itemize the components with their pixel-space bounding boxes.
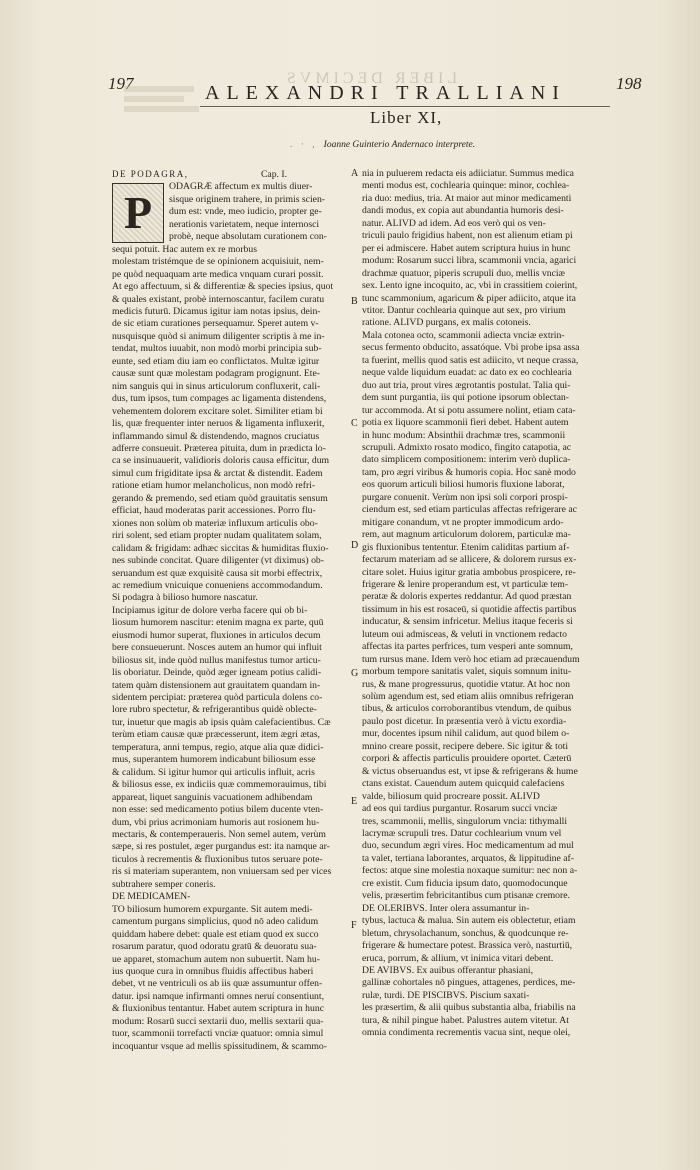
text-line: terùm etiam causæ quæ præcesserunt, item ægri ætas, — [112, 729, 320, 741]
text-line: mus, superantem humorem indicabunt biliosum esse — [112, 754, 316, 766]
text-line: DE AVIBVS. Ex auibus offerantur phasiani, — [362, 965, 534, 976]
text-line: mitigare conandum, vt ne propter immodicum ardo- — [362, 516, 564, 528]
page-number-right: 198 — [616, 74, 642, 93]
margin-letter-f: F — [351, 920, 357, 931]
text-line: ratione. ALIVD purgans, ex malis cotoneis. — [362, 317, 531, 329]
text-line: ODAGRÆ affectum ex multis diuer- — [169, 181, 313, 193]
chapter-title: DE PODAGRA, — [112, 169, 189, 179]
text-line: ctans existat. Cauendum autem quicquid calefaciens — [362, 778, 565, 790]
text-line: de sic etiam curationes persequamur. Speret autem v- — [112, 318, 319, 330]
initial-letter: P — [113, 184, 163, 242]
text-line: eunte, sed etiam diu iam eo conflictatos. Multæ igitur — [112, 355, 320, 367]
text-line: lis oboriatur. Deinde, quòd æger igneam potius calidi- — [112, 667, 322, 679]
text-line: & calidum. Si igitur humor qui articulis influit, acris — [112, 766, 315, 778]
text-line: nes subinde concitat. Quare diligenter (vt diximus) ob- — [112, 555, 324, 567]
text-line: valde, biliosum quid procreare possit. ALIVD — [362, 790, 540, 802]
text-line: corpori & affectis particulis prouidere oportet. Cæterū — [362, 753, 572, 765]
text-line: peratæ & doloris expertes reddantur. Ad quod præstan — [362, 591, 572, 603]
text-line: & fluxionibus tentantur. Habet autem scriptura in hunc — [112, 1003, 324, 1015]
text-line: tunc scammonium, agaricum & piper adiicito, atque ita — [362, 292, 576, 304]
text-line: camentum purgans simplicius, quod nō adeo calidum — [112, 916, 319, 928]
page-header — [0, 62, 700, 162]
text-line: seruandum est quæ exquisitè causa sit morbi effectrix, — [112, 567, 323, 579]
chapter-heading — [112, 168, 370, 181]
text-line: scrupuli. Admixto rosato modico, fingito catapotia, ac — [362, 441, 572, 453]
text-line: medicis futurū. Dicamus igitur iam notas ipsius, dein- — [112, 305, 321, 317]
text-line: probè, neque absolutam curationem con- — [169, 231, 327, 243]
text-line: adferre consueuit. Præterea pituita, dum in prædicta lo- — [112, 442, 326, 454]
text-line: cre existit. Cum fiducia ipsum dato, quomodocunque — [362, 877, 568, 889]
text-line: morbum tempore sanitatis valet, siquis somnum initu- — [362, 666, 572, 678]
text-line: rus, & mane progressurus, quotidie vtatur. At hoc non — [362, 678, 570, 690]
text-line: per ei admiscere. Habet autem scriptura huius in hunc — [362, 242, 571, 254]
margin-letter-e: E — [351, 796, 358, 807]
bleed-through-notes — [124, 82, 204, 122]
left-column-text — [112, 181, 370, 1053]
text-line: tura, & nihil pingue habet. Palustres autem vitetur. At — [362, 1014, 569, 1026]
text-line: ticulos à recrementis & fluxionibus tutos seruare pote- — [112, 853, 323, 865]
text-line: Incipiamus igitur de dolore verba facere qui ob bi- — [112, 604, 308, 616]
text-line: rem, aut magnum articulorum dolorem, particulæ ma- — [362, 529, 571, 541]
text-line: velis, præsertim febricitantibus cum ptisanæ cremore. — [362, 890, 570, 902]
text-line: riri solent, sed etiam propter nudam qualitatem solam, — [112, 530, 322, 542]
text-line: affectas ita partes perfrices, tum vesperi ante somnum, — [362, 641, 573, 653]
text-line: sæpe, si res postulet, æger purgandus est: ita namque ar- — [112, 841, 330, 853]
text-line: tres, scammonii, mellis, singulorum vncia: tithymalli — [362, 815, 568, 827]
text-line: gerando & premendo, sed etiam quòd grauitatis sensum — [112, 492, 328, 504]
text-line: modum: Rosarū succi sextarii duo, mellis sextarii qua- — [112, 1015, 324, 1027]
text-line: fectarum materiam ad se allicere, & dolorem rursus ex- — [362, 554, 577, 566]
text-line: subtrahere semper coneris. — [112, 878, 216, 890]
text-line: xiones non solùm ob materiæ influxum articulis obo- — [112, 517, 318, 529]
text-line: sex. Lento igne incoquito, ac, vbi in crassitiem coierint, — [362, 280, 578, 292]
text-line: vehementem dolorem excitare solet. Similiter etiam bi — [112, 405, 323, 417]
text-line: dato simplicem compositionem: interim verò duplica- — [362, 454, 571, 466]
text-line: ciendum est, sed etiam particulas affectas refrigerare ac — [362, 504, 577, 516]
text-line: tur accommoda. At si potu assumere nolint, etiam cata- — [362, 404, 576, 416]
text-line: lacrymæ scrupuli tres. Datur cochlearium vnum vel — [362, 828, 562, 840]
text-line: eiusmodi humor superat, fluxiones in articulos decum — [112, 629, 321, 641]
text-line: purgare conuenit. Verùm non ipsi soli corpori prospi- — [362, 491, 568, 503]
text-line: Mala cotonea octo, scammonii adiecta vnciæ extrin- — [362, 329, 565, 341]
text-line: DE MEDICAMEN- — [112, 891, 191, 903]
right-column — [362, 168, 624, 1040]
text-line: simul cum frigiditate ipsa & arctat & distendit. Eadem — [112, 467, 323, 479]
text-line: lore rubro spectetur, & refrigerantibus quidè oblecte- — [112, 704, 317, 716]
text-line: gis fluxionibus tententur. Etenim caliditas partium af- — [362, 541, 570, 553]
text-line: molestam tristémque de se opinionem acquisiuit, nem- — [112, 256, 324, 268]
text-line: & quales existant, probè internoscantur, facilem curatu — [112, 293, 325, 305]
text-line: gallinæ cohortales nō pingues, attagenes, perdices, me- — [362, 977, 576, 989]
text-line: eruca, porrum, & allium, vt inimica vitari debent. — [362, 952, 554, 964]
text-line: triculi paulo frigidius habent, non est alienum etiam pi — [362, 230, 573, 242]
text-line: dandi modus, ex copia aut abundantia humoris desi- — [362, 205, 564, 217]
text-line: luteum oui admisceas, & veluti in vnctionem redacto — [362, 628, 567, 640]
text-line: dum est: vnde, meo iudicio, propter ge- — [169, 206, 322, 218]
ornament-dots: . · , — [290, 140, 318, 150]
text-line: tatem quàm distensionem aut grauitatem quandam in- — [112, 679, 321, 691]
text-line: tum rursus mane. Idem verò hoc etiam ad præcauendum — [362, 653, 580, 665]
text-line: menti modus est, cochlearia quinque: minor, cochlea- — [362, 180, 570, 192]
text-line: dus, tum ipsos, tum compages ac ligamenta distendens, — [112, 393, 327, 405]
text-line: dem sunt purgantia, iis qui potione ipsorum oblectan- — [362, 392, 569, 404]
text-line: eos quorum articuli biliosi humoris fluxione laborat, — [362, 479, 565, 491]
text-line: tendat, multos iuuabit, non modò morbi principia sub- — [112, 343, 322, 355]
margin-letter-b: B — [351, 296, 358, 307]
text-line: nia in puluerem redacta eis adiiciatur. Summus medica — [362, 168, 574, 179]
text-line: frigerare & lenire properandum est, vt particulæ tem- — [362, 578, 569, 590]
text-line: calidam & frigidam: adhæc siccitas & humiditas fluxio- — [112, 542, 329, 554]
text-line: secus fermento obducito, assatóque. Vbi probe ipsa assa — [362, 342, 580, 354]
text-line: paulo post dicetur. In præsentia verò à victu exordia- — [362, 715, 567, 727]
chapter-number: Cap. I. — [260, 169, 288, 180]
margin-letter-g: G — [351, 668, 359, 679]
text-line: tissimum in his est rosaceū, si quotidie affectis partibus — [362, 603, 577, 615]
book-number: Liber XI, — [370, 108, 443, 127]
text-line: ius quoque cura in omnibus fluidis affectibus haberi — [112, 966, 314, 977]
text-line: TO biliosum humorem expurgante. Sit autem medi- — [112, 903, 313, 915]
text-line: neque valde liquidum euadat: ac dato ex eo cochlearia — [362, 367, 572, 379]
text-line: lis, quæ frequenter inter neruos & ligamenta influxerit, — [112, 418, 325, 430]
text-line: temperatura, anni tempus, regio, atque alia quæ didici- — [112, 741, 324, 753]
text-line: bere consueuerunt. Nosces autem an humor qui influit — [112, 642, 322, 654]
margin-letter-d: D — [351, 540, 359, 551]
text-line: efficiat, haud moderatas parit accessiones. Porro flu- — [112, 505, 316, 517]
text-line: ca se insinuauerit, validioris doloris causa efficitur, dum — [112, 455, 330, 467]
text-line: mnino creare possit, recipere debere. Sic igitur & toti — [362, 740, 569, 752]
text-line: debet, vt ne ventriculi os ab iis quæ assumuntur offen- — [112, 978, 323, 990]
text-line: Si podagra à bilioso humore nascatur. — [112, 592, 258, 604]
text-line: datur. ipsi namque infirmanti omnes neruí consentiunt, — [112, 990, 325, 1002]
text-line: rulæ, turdi. DE PISCIBVS. Piscium saxati- — [362, 989, 530, 1001]
text-line: causæ sunt quæ molestam podagram progignunt. Ete- — [112, 368, 320, 380]
text-line: & biliosus esse, ex indiciis quæ commemorauimus, tibi — [112, 779, 327, 791]
text-line: omnia condimenta recrementis vacua sint, neque olei, — [362, 1027, 571, 1039]
text-line: ratione etiam humor melancholicus, non modò refri- — [112, 480, 316, 492]
text-line: inflammando simul & distendendo, magnos cruciatus — [112, 430, 320, 442]
left-column — [112, 168, 370, 1053]
text-line: natur. ALIVD ad idem. Ad eos verò qui os ven- — [362, 217, 546, 229]
text-line: ac remedium vnicuique conueniens accommodandum. — [112, 579, 323, 591]
text-line: pe quòd nequaquam arte medica vnquam curari possit. — [112, 268, 324, 280]
text-line: drachmæ quatuor, piperis scrupuli duo, mellis vnciæ — [362, 267, 566, 279]
text-line: biliosus sit, inde quòd nullus manifestus tumor articu- — [112, 654, 321, 666]
text-line: liosum humorem nascitur: etenim magna ex parte, quū — [112, 617, 324, 629]
interpreter-line — [290, 140, 475, 150]
text-line: in hunc modum: Absinthii drachmæ tres, scammonii — [362, 429, 566, 441]
margin-letter-c: C — [351, 418, 358, 429]
text-line: inducatur, & sensim infricetur. Melius itaque feceris si — [362, 616, 573, 628]
text-line: frigerare & humectare potest. Brassica verò, nasturtiū, — [362, 940, 573, 952]
text-line: quiddam habere debet: quale est etiam quod ex succo — [112, 928, 319, 940]
text-line: dum, vbi prius acrimoniam humoris aut rosionem hu- — [112, 816, 320, 828]
title-rule — [200, 106, 610, 107]
text-line: mur, docentes ipsum nihil calidum, aut quod bilem o- — [362, 728, 570, 740]
text-line: les præsertim, & alii quibus substantia alba, friabilis na — [362, 1002, 576, 1014]
text-line: sequi potuit. Hac autem ex re morbus — [112, 243, 258, 255]
text-line: fectos: atque sine molestia noxaque sumitur: nec non a- — [362, 865, 578, 877]
text-line: bletum, chrysolachanum, sonchus, & quodcunque re- — [362, 927, 569, 939]
text-line: potia ex liquore scammonii fieri debet. Habent autem — [362, 417, 569, 429]
text-line: nim sanguis qui in sinus articulorum confluxerit, cali- — [112, 380, 321, 392]
bleed-through-text: LIBER DECIMVS — [282, 70, 458, 87]
text-line: citare solet. Huius igitur gratia ambobus prospicere, re- — [362, 566, 576, 578]
running-title: ALEXANDRI TRALLIANI — [205, 82, 566, 104]
text-line: modum: Rosarum succi libra, scammonii vncia, agarici — [362, 255, 577, 267]
text-line: ad eos qui tardius purgantur. Rosarum succi vnciæ — [362, 803, 558, 815]
text-line: incoquantur vsque ad mellis spissitudinem, & scammo- — [112, 1040, 327, 1052]
text-line: & victus obseruandus est, vt ipse & refrigerans & hume — [362, 765, 578, 777]
text-line: non esse: sed medicamento potius bilem ducente vten- — [112, 804, 324, 816]
text-line: nusquisque quòd si animum diligenter scriptis à me in- — [112, 330, 325, 342]
text-line: ria duo: medius, tria. At maior aut minor medicamenti — [362, 192, 572, 204]
text-line: appareat, liquet sanguinis vacuationem adhibendam — [112, 791, 313, 803]
text-line: rosarum paratur, quod odoratu gratū & deuoratu sua- — [112, 941, 317, 953]
text-line: ue apparet, stomachum autem non subuertit. Nam hu- — [112, 953, 320, 965]
text-line: At ego affectuum, si & differentiæ & species ipsius, quot — [112, 281, 334, 293]
text-line: sidentem percipiat: præterea quòd particula dolens co- — [112, 692, 323, 704]
margin-letter-a: A — [351, 168, 359, 179]
text-line: mectaris, & contemperaueris. Non semel autem, verùm — [112, 829, 326, 841]
text-line: tur, inuetur que magis ab ipsis quàm calefacientibus. Cæ — [112, 716, 331, 728]
text-line: vtitor. Dantur cochlearia quinque aut sex, pro virium — [362, 304, 566, 316]
text-line: tybus, lactuca & malua. Sin autem eis oblectetur, etiam — [362, 915, 576, 927]
text-line: ta fuerint, mellis quod satis est adiicito, vt neque crassa, — [362, 354, 579, 366]
text-line: ris si materiam superantem, non vniuersam sed per vices — [112, 866, 332, 878]
text-line: solùm agendum est, sed etiam aliis omnibus refrigeran — [362, 691, 574, 703]
right-column-text — [362, 168, 624, 1040]
decorated-initial — [112, 183, 164, 243]
interpreter-text: Ioanne Guinterio Andernaco interprete. — [323, 140, 476, 150]
text-line: tam, pro ægri viribus & humoris copia. Hoc sanè modo — [362, 466, 576, 478]
text-line: tibus, & articulos corroborantibus vtendum, de quibus — [362, 703, 572, 715]
text-line: duo, secundum ægri vires. Hoc medicamentum ad mul — [362, 840, 574, 852]
text-line: ta valet, tertiana laborantes, arquatos, & lippitudine af- — [362, 852, 574, 864]
page-number-left: 197 — [108, 74, 134, 93]
text-line: sisque originem trahere, in primis scien- — [169, 193, 326, 205]
text-line: DE OLERIBVS. Inter olera assumantur in- — [362, 902, 530, 914]
text-line: nerationis varietatem, neque internosci — [169, 218, 320, 230]
text-line: duo aut tria, prout vires ægrotantis postulat. Talia qui- — [362, 379, 571, 391]
text-line: tuor, scammonii torrefacti vnciæ quatuor: omnia simul — [112, 1028, 324, 1040]
